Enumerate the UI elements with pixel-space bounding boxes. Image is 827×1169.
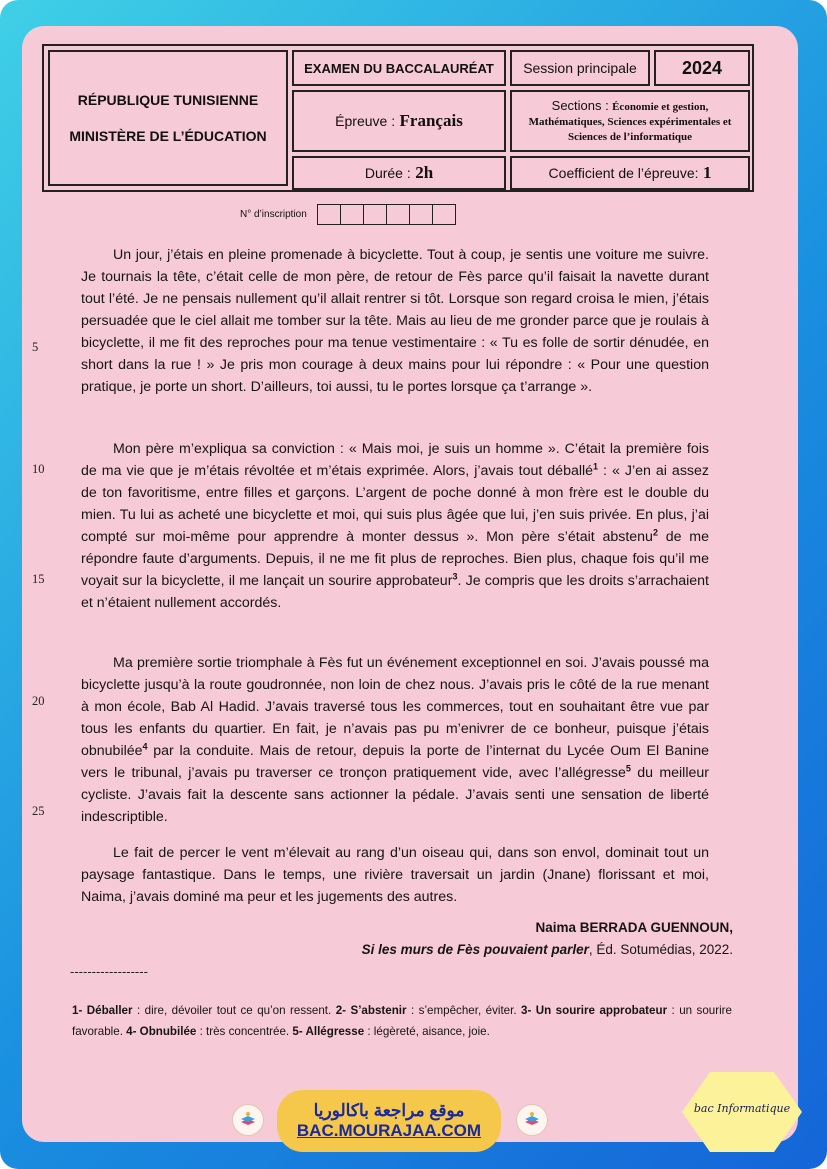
inscription-digit-box[interactable]: [364, 205, 387, 224]
source-author: Naima BERRADA GUENNOUN,: [535, 920, 733, 935]
epreuve-cell: [292, 90, 506, 152]
line-number: 20: [32, 694, 45, 708]
line-number: 25: [32, 804, 45, 818]
line-number: 15: [32, 572, 45, 586]
inscription-digit-box[interactable]: [410, 205, 433, 224]
p2-part-b: : « J’en ai assez de ton favoritisme, entre filles et garçons. L’argent de poche donné à mon frère est le double du mien. Tu lui as acheté une bicyclette et moi, qui suis plus âgée que lui, j’en suis privée. En plus, j’ai compté sur moi-même pour apprendre à monter dessus ». Mon père s’était abstenu: [81, 463, 709, 545]
exam-title: EXAMEN DU BACCALAURÉAT: [292, 50, 506, 86]
footnotes: [72, 1000, 732, 1042]
source-reference: [362, 942, 733, 957]
duree-value: 2h: [415, 163, 434, 182]
badge-label: bac Informatique: [693, 1102, 791, 1115]
site-url-link[interactable]: BAC.MOURAJAA.COM: [296, 1121, 482, 1140]
institution-cell: [48, 50, 288, 186]
epreuve-label: Épreuve :: [335, 113, 396, 129]
p3-part-c: du meilleur cycliste. J’avais fait la descente sans actionner la pédale. J’avais senti une sensation de liberté indescriptible.: [81, 765, 709, 825]
inscription-digit-box[interactable]: [341, 205, 364, 224]
footnote-ref-3: 3: [452, 571, 458, 582]
inscription-digit-box[interactable]: [433, 205, 455, 224]
note-5-term: 5- Allégresse: [292, 1025, 365, 1038]
sections-value: Économie et gestion, Mathématiques, Sciences expérimentales et Sciences de l’informatique: [528, 100, 732, 143]
inscription-digit-box[interactable]: [318, 205, 341, 224]
line-number: 5: [32, 340, 39, 354]
coef-cell: [510, 156, 750, 190]
exam-header: [42, 44, 754, 192]
duree-cell: [292, 156, 506, 190]
inscription-boxes[interactable]: [317, 204, 456, 225]
p3-part-b: par la conduite. Mais de retour, depuis la porte de l’internat du Lycée Oum El Banine vers le tribunal, j’avais pu traverser ce tronçon pratiquement vide, avec l’allégresse: [81, 743, 709, 781]
book-logo-icon: [232, 1104, 264, 1136]
p2-part-c: de me répondre faute d’arguments. Depuis, il ne me fit plus de reproches. Bien plus, chaque fois qu’il me voyait sur la bicyclette, il me lançait un sourire approbateur: [81, 529, 710, 589]
note-1-def: : dire, dévoiler tout ce qu’on ressent.: [132, 1004, 336, 1017]
note-1-term: 1- Déballer: [72, 1004, 133, 1017]
bac-informatique-badge: [680, 1068, 804, 1156]
ministry-title: MINISTÈRE DE L’ÉDUCATION: [69, 128, 267, 144]
paragraph-4-text: Le fait de percer le vent m’élevait au rang d’un oiseau qui, dans son envol, dominait tout un paysage fantastique. Dans le temps, une rivière traversait un jardin (Jnane) florissant et moi, Naima, j’avais dominé ma peur et les jugements des autres.: [81, 845, 709, 905]
session-label: Session principale: [510, 50, 650, 86]
source-book: Si les murs de Fès pouvaient parler: [361, 942, 589, 957]
source-publisher: , Éd. Sotumédias, 2022.: [588, 942, 733, 957]
footnote-ref-1: 1: [593, 461, 599, 472]
inscription-row: [240, 204, 456, 225]
inscription-digit-box[interactable]: [387, 205, 410, 224]
note-3-term: 3- Un sourire approbateur: [521, 1004, 668, 1017]
exam-year: 2024: [654, 50, 750, 86]
paragraph-4: [81, 842, 709, 908]
footnote-ref-2: 2: [652, 527, 658, 538]
footnote-ref-4: 4: [142, 741, 148, 752]
paragraph-1: [81, 244, 709, 398]
p3-part-a: Ma première sortie triomphale à Fès fut un événement exceptionnel en soi. J’avais poussé ma bicyclette jusqu’à la route goudronnée, non loin de chez nous. J’avais pris le côté de la rue menant à mon école, Bab Al Hadid. J’avais traversé tous les commerces, tout en souhaitant être vue par tous les enfants du quartier. En fait, je n’avais pas pu m’enivrer de ce bonheur, puisque j’étais obnubilée: [81, 655, 709, 759]
note-4-def: : très concentrée.: [196, 1025, 293, 1038]
inscription-label: N° d’inscription: [240, 209, 307, 220]
site-banner[interactable]: [277, 1090, 501, 1152]
coef-value: 1: [702, 163, 712, 182]
note-3-def: : un sourire favorable.: [72, 1004, 732, 1038]
site-arabic-title: موقع مراجعة باكالوريا: [313, 1101, 465, 1120]
sections-label: Sections :: [551, 97, 609, 113]
book-logo-icon: [516, 1104, 548, 1136]
p2-part-a: Mon père m’expliqua sa conviction : « Mais moi, je suis un homme ». C’était la première fois de ma vie que je m’étais révoltée et m’étais exprimée. Alors, j’avais tout déballé: [81, 441, 709, 479]
note-5-def: : légèreté, aisance, joie.: [364, 1025, 490, 1038]
republic-title: RÉPUBLIQUE TUNISIENNE: [77, 92, 259, 108]
p2-part-d: . Je compris que les droits s’arrachaient et n’étaient nullement accordés.: [81, 573, 709, 611]
paragraph-2: [81, 438, 709, 614]
paragraph-3: [81, 652, 709, 828]
line-number: 10: [32, 462, 45, 476]
coef-label: Coefficient de l’épreuve:: [548, 165, 699, 181]
paragraph-1-text: Un jour, j’étais en pleine promenade à bicyclette. Tout à coup, je sentis une voiture me suivre. Je tournais la tête, c’était celle de mon père, de retour de Fès parce qu’il faisait la navette durant tout l’été. Je ne pensais nullement qu’il allait rentrer si tôt. Lorsque son regard croisa le mien, j’étais persuadée que le ciel allait me tomber sur la tête. Mais au lieu de me gronder parce que je roulais à bicyclette, il me fit des reproches pour ma tenue vestimentaire : « Tu es folle de sortir dénudée, en short dans la rue ! » Je pris mon courage à deux mains pour lui répondre : « Pour une question pratique, je porte un short. D’ailleurs, toi aussi, tu le portes lorsque ça t’arrange ».: [81, 247, 709, 395]
sections-cell: [510, 90, 750, 152]
note-2-term: 2- S’abstenir: [335, 1004, 407, 1017]
epreuve-value: Français: [399, 111, 463, 130]
duree-label: Durée :: [364, 165, 411, 181]
note-4-term: 4- Obnubilée: [126, 1025, 197, 1038]
note-2-def: : s’empêcher, éviter.: [406, 1004, 522, 1017]
footnote-ref-5: 5: [625, 763, 631, 774]
notes-separator: ------------------: [70, 964, 148, 979]
